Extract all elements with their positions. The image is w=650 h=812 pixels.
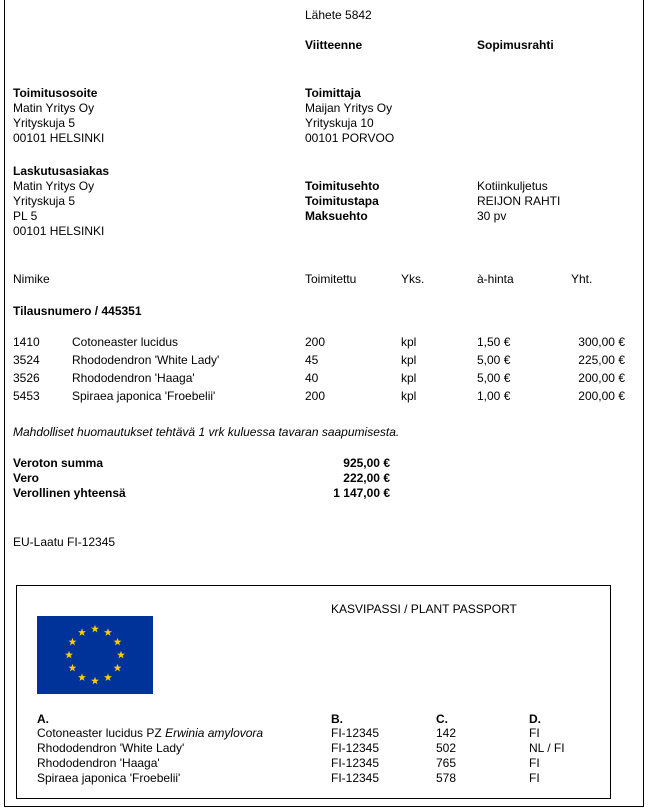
row-name: Rhododendron 'Haaga' bbox=[72, 371, 195, 385]
order-number: Tilausnumero / 445351 bbox=[13, 304, 142, 318]
passport-botanical-name: Spiraea japonica 'Froebelii' bbox=[37, 771, 181, 785]
payment-terms-value: 30 pv bbox=[477, 209, 507, 223]
complaint-notice: Mahdolliset huomautukset tehtävä 1 vrk kuluessa tavaran saapumisesta. bbox=[13, 425, 400, 439]
row-code: 3526 bbox=[13, 371, 40, 385]
passport-title: KASVIPASSI / PLANT PASSPORT bbox=[331, 602, 517, 616]
eu-star-icon bbox=[68, 664, 76, 672]
passport-registration: FI-12345 bbox=[331, 741, 380, 755]
row-total: 300,00 € bbox=[578, 335, 625, 349]
column-header-unit: Yks. bbox=[401, 272, 425, 286]
billing-line: 00101 HELSINKI bbox=[13, 224, 105, 238]
plant-passport-box bbox=[16, 585, 611, 799]
column-header-total: Yht. bbox=[571, 272, 593, 286]
passport-col-b: B. bbox=[331, 712, 343, 726]
supplier-line: 00101 PORVOO bbox=[305, 131, 395, 145]
reference-label: Viitteenne bbox=[305, 38, 363, 52]
row-unit: kpl bbox=[401, 371, 417, 385]
passport-origin: FI bbox=[529, 726, 540, 740]
passport-origin: NL / FI bbox=[529, 741, 565, 755]
passport-botanical-name: Rhododendron 'Haaga' bbox=[37, 756, 160, 770]
row-unit: kpl bbox=[401, 353, 417, 367]
tax-value: 222,00 € bbox=[343, 471, 390, 485]
passport-col-c: C. bbox=[436, 712, 448, 726]
billing-line: Yrityskuja 5 bbox=[13, 194, 76, 208]
tax-label: Vero bbox=[13, 471, 40, 485]
eu-star-icon bbox=[117, 651, 125, 659]
row-price: 5,00 € bbox=[477, 371, 511, 385]
delivery-address-line: Matin Yritys Oy bbox=[13, 101, 95, 115]
eu-star-icon bbox=[114, 638, 122, 646]
row-unit: kpl bbox=[401, 335, 417, 349]
delivery-terms-label: Toimitusehto bbox=[305, 179, 380, 193]
row-unit: kpl bbox=[401, 389, 417, 403]
eu-flag-stars bbox=[37, 616, 153, 694]
eu-star-icon bbox=[78, 628, 86, 636]
passport-botanical-name: Cotoneaster lucidus PZ Erwinia amylovora bbox=[37, 726, 264, 740]
eu-star-icon bbox=[65, 651, 73, 659]
row-code: 5453 bbox=[13, 389, 40, 403]
supplier-line: Yrityskuja 10 bbox=[305, 116, 374, 130]
delivery-note-number: Lähete 5842 bbox=[305, 8, 372, 22]
row-total: 200,00 € bbox=[578, 389, 625, 403]
gross-total-value: 1 147,00 € bbox=[333, 486, 390, 500]
delivery-method-label: Toimitustapa bbox=[305, 194, 379, 208]
row-total: 200,00 € bbox=[578, 371, 625, 385]
passport-origin: FI bbox=[529, 771, 540, 785]
column-header-name: Nimike bbox=[13, 272, 50, 286]
passport-traceability: 142 bbox=[436, 726, 457, 740]
row-qty: 200 bbox=[305, 389, 326, 403]
passport-traceability: 502 bbox=[436, 741, 457, 755]
passport-botanical-name: Rhododendron 'White Lady' bbox=[37, 741, 185, 755]
delivery-address-line: Yrityskuja 5 bbox=[13, 116, 76, 130]
row-price: 1,50 € bbox=[477, 335, 511, 349]
row-qty: 40 bbox=[305, 371, 319, 385]
passport-registration: FI-12345 bbox=[331, 726, 380, 740]
billing-line: PL 5 bbox=[13, 209, 38, 223]
eu-star-icon bbox=[91, 677, 99, 685]
eu-star-icon bbox=[114, 664, 122, 672]
eu-star-icon bbox=[91, 625, 99, 633]
delivery-address-line: 00101 HELSINKI bbox=[13, 131, 105, 145]
passport-registration: FI-12345 bbox=[331, 771, 380, 785]
eu-star-icon bbox=[68, 638, 76, 646]
row-total: 225,00 € bbox=[578, 353, 625, 367]
row-price: 1,00 € bbox=[477, 389, 511, 403]
row-price: 5,00 € bbox=[477, 353, 511, 367]
supplier-label: Toimittaja bbox=[305, 86, 361, 100]
eu-star-icon bbox=[78, 673, 86, 681]
row-code: 3524 bbox=[13, 353, 40, 367]
row-name: Spiraea japonica 'Froebelii' bbox=[72, 389, 216, 403]
row-name: Rhododendron 'White Lady' bbox=[72, 353, 220, 367]
delivery-note-page bbox=[4, 0, 644, 807]
net-sum-value: 925,00 € bbox=[343, 456, 390, 470]
delivery-method-value: REIJON RAHTI bbox=[477, 194, 561, 208]
passport-col-a: A. bbox=[37, 712, 49, 726]
eu-quality-code: EU-Laatu FI-12345 bbox=[13, 535, 116, 549]
net-sum-label: Veroton summa bbox=[13, 456, 104, 470]
gross-total-label: Verollinen yhteensä bbox=[13, 486, 126, 500]
delivery-address-label: Toimitusosoite bbox=[13, 86, 98, 100]
contract-freight-label: Sopimusrahti bbox=[477, 38, 554, 52]
eu-star-icon bbox=[104, 628, 112, 636]
eu-flag-icon bbox=[37, 616, 153, 694]
column-header-delivered: Toimitettu bbox=[305, 272, 357, 286]
passport-traceability: 765 bbox=[436, 756, 457, 770]
supplier-line: Maijan Yritys Oy bbox=[305, 101, 393, 115]
passport-col-d: D. bbox=[529, 712, 541, 726]
eu-star-icon bbox=[104, 673, 112, 681]
row-code: 1410 bbox=[13, 335, 40, 349]
row-qty: 200 bbox=[305, 335, 326, 349]
billing-line: Matin Yritys Oy bbox=[13, 179, 95, 193]
row-name: Cotoneaster lucidus bbox=[72, 335, 179, 349]
passport-registration: FI-12345 bbox=[331, 756, 380, 770]
delivery-terms-value: Kotiinkuljetus bbox=[477, 179, 548, 193]
billing-label: Laskutusasiakas bbox=[13, 164, 110, 178]
row-qty: 45 bbox=[305, 353, 319, 367]
passport-origin: FI bbox=[529, 756, 540, 770]
payment-terms-label: Maksuehto bbox=[305, 209, 368, 223]
column-header-unit-price: à-hinta bbox=[477, 272, 514, 286]
passport-traceability: 578 bbox=[436, 771, 457, 785]
